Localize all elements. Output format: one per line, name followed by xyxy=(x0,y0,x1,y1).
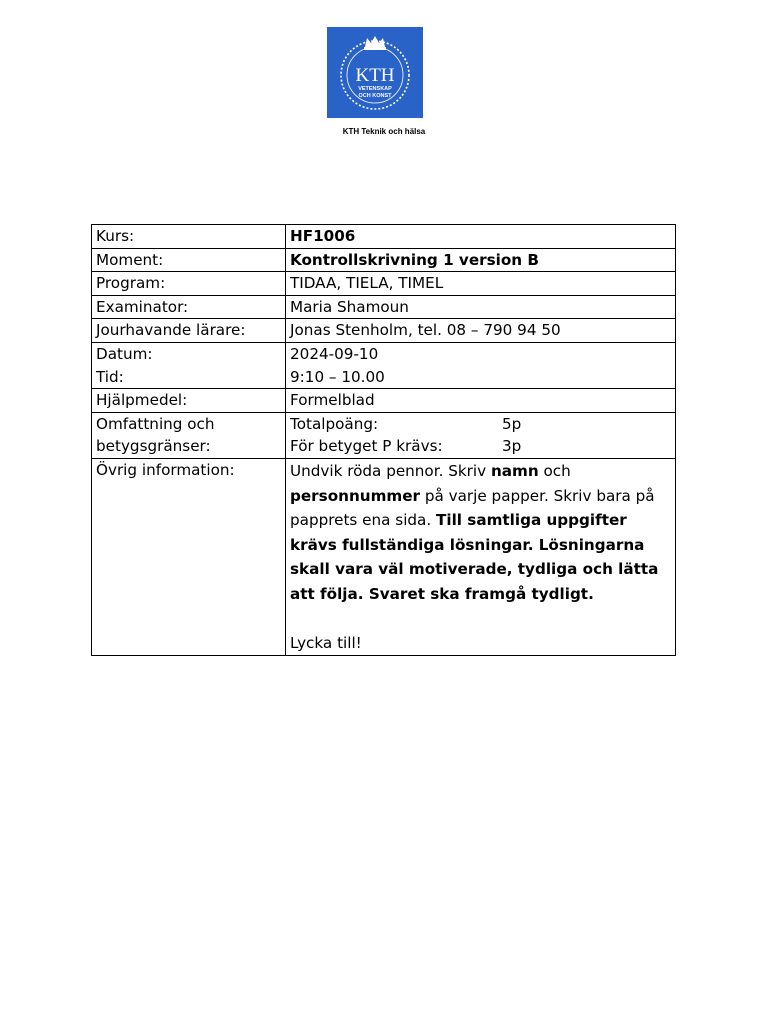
datum-value: 2024-09-10 xyxy=(290,344,379,363)
logo-caption: KTH Teknik och hälsa xyxy=(342,127,426,136)
logo-text: KTH xyxy=(355,65,395,86)
totalpoang-value: 5p xyxy=(502,414,522,433)
omfattning-label xyxy=(92,412,286,458)
kurs-label: Kurs: xyxy=(92,225,286,249)
examinator-label: Examinator: xyxy=(92,295,286,319)
jourhavande-label: Jourhavande lärare: xyxy=(92,319,286,343)
ovrig-text-bold: namn xyxy=(490,461,539,480)
ovrig-text-bold: skall vara väl motiverade, tydliga och lätta xyxy=(290,560,659,579)
ovrig-value xyxy=(286,458,676,655)
ovrig-text-bold: personnummer xyxy=(290,486,421,505)
table-row xyxy=(92,272,676,296)
datum-tid-value xyxy=(286,342,676,388)
ovrig-text-bold: krävs fullständiga lösningar. Lösningarna xyxy=(290,535,645,554)
hjalpmedel-label: Hjälpmedel: xyxy=(92,389,286,413)
table-row xyxy=(92,412,676,458)
datum-tid-label xyxy=(92,342,286,388)
omfattning-label-2: betygsgränser: xyxy=(96,437,211,456)
logo-subtext-1: VETENSKAP xyxy=(358,86,392,92)
table-row xyxy=(92,295,676,319)
ovrig-text: på varje papper. Skriv bara på xyxy=(420,486,655,505)
table-row xyxy=(92,389,676,413)
ovrig-text-bold: Till samtliga uppgifter xyxy=(436,511,627,530)
table-row xyxy=(92,458,676,655)
kurs-value: HF1006 xyxy=(286,225,676,249)
table-row xyxy=(92,225,676,249)
ovrig-text-bold: att följa. Svaret ska framgå tydligt. xyxy=(290,584,594,603)
table-row xyxy=(92,319,676,343)
moment-label: Moment: xyxy=(92,248,286,272)
betyg-p-label: För betyget P krävs: xyxy=(290,437,443,456)
jourhavande-value: Jonas Stenholm, tel. 08 – 790 94 50 xyxy=(286,319,676,343)
exam-info-table xyxy=(91,224,676,656)
totalpoang-label: Totalpoäng: xyxy=(290,414,379,433)
moment-value: Kontrollskrivning 1 version B xyxy=(286,248,676,272)
spacer xyxy=(290,607,671,631)
ovrig-text: Undvik röda pennor. Skriv xyxy=(290,461,491,480)
tid-value: 9:10 – 10.00 xyxy=(290,367,385,386)
omfattning-label-1: Omfattning och xyxy=(96,414,215,433)
omfattning-value xyxy=(286,412,676,458)
ovrig-label: Övrig information: xyxy=(92,458,286,655)
lycka-till-text: Lycka till! xyxy=(290,633,362,652)
table-row xyxy=(92,342,676,388)
hjalpmedel-value: Formelblad xyxy=(286,389,676,413)
tid-label: Tid: xyxy=(96,367,124,386)
examinator-value: Maria Shamoun xyxy=(286,295,676,319)
kth-seal-icon xyxy=(327,27,423,118)
datum-label: Datum: xyxy=(96,344,153,363)
betyg-p-value: 3p xyxy=(502,437,522,456)
kth-logo xyxy=(327,27,423,118)
logo-subtext-2: OCH KONST xyxy=(358,93,392,99)
ovrig-text: och xyxy=(538,461,571,480)
program-value: TIDAA, TIELA, TIMEL xyxy=(286,272,676,296)
table-row xyxy=(92,248,676,272)
program-label: Program: xyxy=(92,272,286,296)
ovrig-text: papprets ena sida. xyxy=(290,511,437,530)
